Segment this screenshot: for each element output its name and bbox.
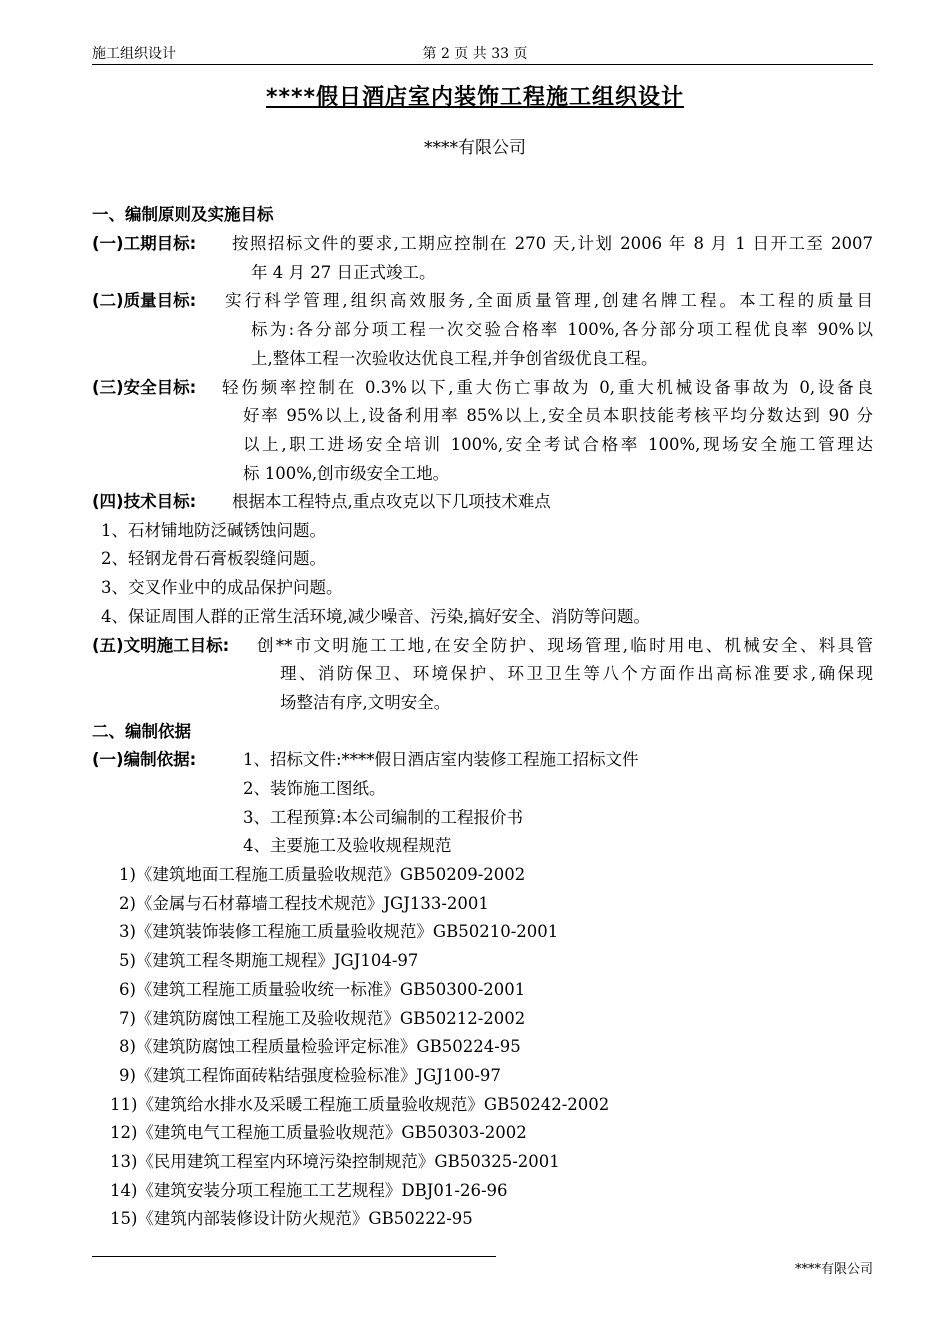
standard-item: 8)《建筑防腐蚀工程质量检验评定标准》GB50224-95 — [119, 1037, 521, 1056]
standard-item: 1)《建筑地面工程施工质量验收规范》GB50209-2002 — [119, 865, 526, 884]
header-doc-name: 施工组织设计 — [92, 46, 176, 62]
civil-goal-label: (五)文明施工目标: — [92, 636, 230, 655]
schedule-goal-line2: 年 4 月 27 日正式竣工。 — [251, 263, 436, 282]
safety-goal-line1: 轻伤频率控制在 0.3%以下,重大伤亡事故为 0,重大机械设备事故为 0,设备良 — [222, 378, 873, 397]
header-page-number: 第 2 页 共 33 页 — [422, 46, 528, 62]
safety-goal-line3: 以上,职工进场安全培训 100%,安全考试合格率 100%,现场安全施工管理达 — [243, 435, 873, 454]
standard-item: 14)《建筑安装分项工程施工工艺规程》DBJ01-26-96 — [110, 1181, 508, 1200]
quality-goal-line2: 标为:各分部分项工程一次交验合格率 100%,各分部分项工程优良率 90%以 — [251, 320, 873, 339]
footer-company: ****有限公司 — [794, 1262, 873, 1277]
header-divider — [92, 64, 873, 65]
tech-goal-label: (四)技术目标: — [92, 492, 197, 511]
basis-label: (一)编制依据: — [92, 750, 197, 769]
standard-item: 13)《民用建筑工程室内环境污染控制规范》GB50325-2001 — [110, 1152, 560, 1171]
quality-goal-line1: 实行科学管理,组织高效服务,全面质量管理,创建名牌工程。本工程的质量目 — [225, 291, 873, 310]
basis-item: 3、工程预算:本公司编制的工程报价书 — [243, 808, 524, 827]
standard-item: 3)《建筑装饰装修工程施工质量验收规范》GB50210-2001 — [119, 922, 559, 941]
section2-heading: 二、编制依据 — [92, 722, 191, 741]
tech-item: 4、保证周围人群的正常生活环境,减少噪音、污染,搞好安全、消防等问题。 — [101, 607, 650, 626]
quality-goal-label: (二)质量目标: — [92, 291, 197, 310]
footer-divider — [92, 1256, 496, 1257]
civil-goal-line3: 场整洁有序,文明安全。 — [280, 693, 451, 712]
civil-goal-line2: 理、消防保卫、环境保护、环卫卫生等八个方面作出高标准要求,确保现 — [280, 664, 873, 683]
basis-item: 2、装饰施工图纸。 — [243, 779, 386, 798]
tech-goal-text: 根据本工程特点,重点攻克以下几项技术难点 — [232, 492, 551, 511]
safety-goal-line2: 好率 95%以上,设备利用率 85%以上,安全员本职技能考核平均分数达到 90 分 — [243, 406, 873, 425]
standard-item: 11)《建筑给水排水及采暖工程施工质量验收规范》GB50242-2002 — [110, 1095, 610, 1114]
schedule-goal-label: (一)工期目标: — [92, 234, 197, 253]
quality-goal-line3: 上,整体工程一次验收达优良工程,并争创省级优良工程。 — [251, 349, 658, 368]
safety-goal-label: (三)安全目标: — [92, 378, 197, 397]
standard-item: 7)《建筑防腐蚀工程施工及验收规范》GB50212-2002 — [119, 1009, 526, 1028]
basis-item: 4、主要施工及验收规程规范 — [243, 836, 452, 855]
standard-item: 5)《建筑工程冬期施工规程》JGJ104-97 — [119, 951, 419, 970]
tech-item: 2、轻钢龙骨石膏板裂缝问题。 — [101, 549, 326, 568]
company-name: ****有限公司 — [424, 138, 526, 158]
schedule-goal-line1: 按照招标文件的要求,工期应控制在 270 天,计划 2006 年 8 月 1 日开工至 2007 — [232, 234, 873, 253]
standard-item: 6)《建筑工程施工质量验收统一标准》GB50300-2001 — [119, 980, 526, 999]
safety-goal-line4: 标 100%,创市级安全工地。 — [243, 464, 450, 483]
standard-item: 12)《建筑电气工程施工质量验收规范》GB50303-2002 — [110, 1123, 527, 1142]
tech-item: 3、交叉作业中的成品保护问题。 — [101, 578, 343, 597]
tech-item: 1、石材铺地防泛碱锈蚀问题。 — [101, 521, 326, 540]
basis-item: 1、招标文件:****假日酒店室内装修工程施工招标文件 — [243, 750, 639, 769]
section1-heading: 一、编制原则及实施目标 — [92, 205, 274, 224]
document-title: ****假日酒店室内装饰工程施工组织设计 — [265, 85, 685, 110]
civil-goal-line1: 创**市文明施工工地,在安全防护、现场管理,临时用电、机械安全、料具管 — [257, 636, 873, 655]
standard-item: 9)《建筑工程饰面砖粘结强度检验标准》JGJ100-97 — [119, 1066, 501, 1085]
standard-item: 15)《建筑内部装修设计防火规范》GB50222-95 — [110, 1209, 473, 1228]
standard-item: 2)《金属与石材幕墙工程技术规范》JGJ133-2001 — [119, 894, 489, 913]
